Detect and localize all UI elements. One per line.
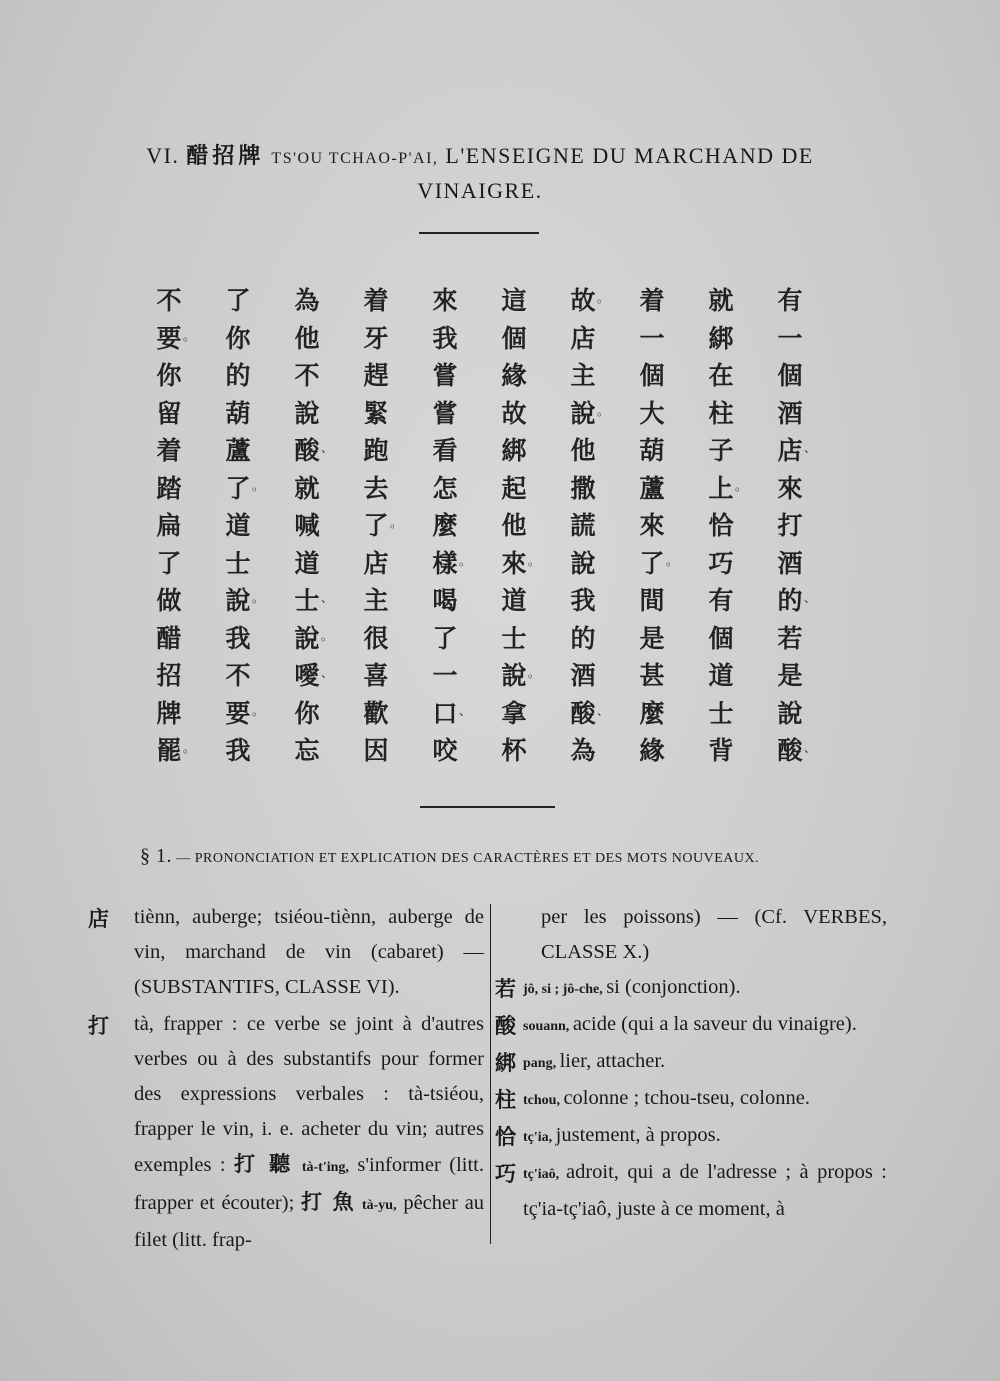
chinese-character: 着 [156, 436, 182, 465]
chinese-character: 為 [570, 736, 596, 765]
chinese-character: 招 [156, 661, 182, 690]
vocab-entry [495, 1044, 887, 1081]
chinese-character: 看 [432, 436, 458, 465]
chinese-character: 個 [501, 323, 527, 353]
chinese-character: 說 [777, 698, 803, 728]
example-definition: pêcher au filet (litt. frap- [134, 1192, 485, 1251]
chinese-character: 杯 [501, 736, 527, 765]
text-column [425, 282, 471, 770]
vocab-character: 酸 [495, 1014, 516, 1038]
punctuation-mark: 、 [320, 591, 333, 605]
chinese-character: 酸 、 [287, 432, 327, 470]
chinese-character: 士 [225, 548, 251, 578]
vocab-romanization: tç'iaô, [523, 1167, 566, 1182]
vocabulary-left-column [88, 900, 484, 1258]
vocab-character: 恰 [495, 1125, 516, 1149]
chinese-character: 喊 [294, 511, 320, 540]
chinese-character: 說 [294, 398, 320, 428]
vocab-character: 綁 [495, 1051, 516, 1075]
chinese-character: 的 、 [770, 582, 810, 620]
chinese-character: 葫 [639, 436, 665, 465]
chinese-character: 要 。 [218, 695, 258, 733]
chinese-character: 踏 [156, 473, 182, 503]
chinese-character: 間 [639, 586, 665, 615]
punctuation-mark: 。 [458, 553, 471, 568]
chinese-character: 怎 [432, 473, 458, 503]
vocab-definition: justement, à propos. [555, 1124, 721, 1146]
chinese-character: 拿 [501, 698, 527, 728]
chinese-character: 着 [363, 286, 389, 315]
punctuation-mark: 、 [458, 703, 471, 718]
punctuation-mark: 。 [389, 516, 402, 530]
vocab-character: 若 [495, 977, 516, 1001]
chinese-character: 起 [501, 473, 527, 503]
chinese-character: 恰 [708, 511, 734, 540]
punctuation-mark: 。 [596, 403, 609, 418]
chinese-character: 你 [294, 698, 320, 728]
chinese-character: 蘆 [225, 436, 251, 465]
lesson-title-line1: L'ENSEIGNE DU MARCHAND DE [445, 143, 814, 168]
chinese-character: 說 。 [563, 395, 603, 433]
vocab-entry [495, 1155, 887, 1227]
chinese-character: 你 [156, 361, 182, 390]
punctuation-mark: 。 [251, 591, 264, 605]
punctuation-mark: 。 [665, 553, 678, 568]
vocab-romanization: jô, si ; jô-che, [523, 982, 607, 997]
chinese-character: 巧 [708, 548, 734, 578]
chinese-character: 道 [225, 511, 251, 540]
chinese-character: 說 [570, 548, 596, 578]
text-divider [420, 806, 555, 808]
vocab-definition: tà, frapper : ce verbe se joint à d'autres verbes ou à des substantifs pour former des expressions verbales : tà-tsiéou, frapper le vin, i. e. acheter du vin; autres exemples : [134, 1013, 484, 1176]
text-column [563, 282, 609, 770]
chinese-character: 道 [294, 548, 320, 578]
chinese-character: 一 [777, 323, 803, 353]
chinese-character: 撒 [570, 473, 596, 503]
text-column [770, 282, 816, 770]
punctuation-mark: 。 [527, 553, 540, 568]
vocab-character: 店 [88, 907, 109, 931]
vocab-definition: si (conjonction). [606, 976, 741, 998]
chinese-character: 酸 、 [563, 695, 603, 733]
example-definition: s'informer (litt. frapper et écouter); [134, 1154, 484, 1214]
chinese-character: 為 [294, 286, 320, 315]
chinese-character: 店 、 [770, 432, 810, 470]
vocab-definition: acide (qui a la saveur du vinaigre). [572, 1013, 857, 1035]
chinese-character: 士 [708, 698, 734, 728]
chinese-character: 來 [432, 286, 458, 315]
punctuation-mark: 。 [182, 741, 195, 755]
chinese-character: 喝 [432, 586, 458, 615]
punctuation-mark: 、 [596, 703, 609, 718]
chinese-character: 麼 [432, 511, 458, 540]
chinese-vertical-text [150, 282, 816, 782]
chinese-character: 要 。 [149, 320, 189, 358]
vocab-entry [495, 1118, 887, 1155]
chinese-character: 子 [708, 436, 734, 465]
vocab-entry [88, 1007, 484, 1258]
text-column [149, 282, 195, 770]
chinese-character: 個 [639, 361, 665, 390]
chinese-character: 我 [225, 736, 251, 765]
chinese-character: 主 [363, 586, 389, 615]
lesson-title-line2: VINAIGRE. [417, 178, 543, 203]
chinese-character: 說 。 [287, 620, 327, 658]
lesson-title-chinese: 醋招牌 [186, 144, 265, 169]
chinese-character: 來 [639, 511, 665, 540]
chinese-character: 綁 [501, 436, 527, 465]
punctuation-mark: 、 [803, 441, 816, 455]
punctuation-mark: 、 [320, 441, 333, 455]
chinese-character: 樣 。 [425, 545, 465, 583]
chinese-character: 緣 [639, 736, 665, 765]
example-romanization: tà-t'ing, [301, 1160, 349, 1175]
punctuation-mark: 。 [251, 478, 264, 493]
section-number: § 1. [140, 845, 172, 867]
punctuation-mark: 、 [320, 666, 333, 680]
text-column [701, 282, 747, 770]
chinese-character: 是 [639, 623, 665, 653]
chinese-character: 了 [156, 548, 182, 578]
chinese-character: 他 [294, 323, 320, 353]
vocab-definition: lier, attacher. [559, 1050, 666, 1072]
chinese-character: 罷 。 [149, 732, 189, 770]
chinese-character: 柱 [708, 398, 734, 428]
chinese-character: 歡 [363, 698, 389, 728]
punctuation-mark: 、 [803, 741, 816, 755]
chinese-character: 上 。 [701, 470, 741, 508]
vocab-definition: colonne ; tchou-tseu, colonne. [563, 1087, 810, 1109]
chinese-character: 忘 [294, 736, 320, 765]
chinese-character: 有 [777, 286, 803, 315]
chinese-character: 留 [156, 398, 182, 428]
chinese-character: 扁 [156, 511, 182, 540]
vocab-romanization: tchou, [523, 1093, 564, 1108]
vocab-character: 柱 [495, 1088, 516, 1112]
chinese-character: 就 [708, 286, 734, 315]
chinese-character: 故 。 [563, 282, 603, 320]
section-heading [140, 845, 860, 868]
chinese-character: 道 [708, 661, 734, 690]
chinese-character: 牌 [156, 698, 182, 728]
chinese-character: 很 [363, 623, 389, 653]
lesson-title [80, 140, 880, 207]
chinese-character: 打 [777, 511, 803, 540]
chinese-character: 喜 [363, 661, 389, 690]
example-romanization: tà-yu, [361, 1198, 397, 1213]
chinese-character: 牙 [363, 323, 389, 353]
chinese-character: 我 [225, 623, 251, 653]
chinese-character: 大 [639, 398, 665, 428]
chinese-character: 主 [570, 361, 596, 390]
chinese-character: 個 [708, 623, 734, 653]
chinese-character: 麼 [639, 698, 665, 728]
vocabulary-right-column [495, 900, 887, 1227]
chinese-character: 在 [708, 361, 734, 390]
punctuation-mark: 、 [803, 591, 816, 605]
chinese-character: 了 [432, 623, 458, 653]
chinese-character: 緣 [501, 361, 527, 390]
chinese-character: 有 [708, 586, 734, 615]
chinese-character: 酒 [570, 661, 596, 690]
chinese-character: 嘗 [432, 398, 458, 428]
chinese-character: 說 。 [218, 582, 258, 620]
vocab-continuation: per les poissons) — (Cf. VERBES, CLASSE X.) [541, 906, 887, 963]
chinese-character: 這 [501, 286, 527, 315]
chinese-character: 來 。 [494, 545, 534, 583]
vocab-romanization: souann, [523, 1019, 573, 1034]
section-title: — PRONONCIATION ET EXPLICATION DES CARACTÈRES ET DES MOTS NOUVEAUX. [176, 851, 760, 866]
chinese-character: 着 [639, 286, 665, 315]
chinese-character: 蘆 [639, 473, 665, 503]
chinese-character: 是 [777, 661, 803, 690]
chinese-character: 趕 [363, 361, 389, 390]
chinese-character: 了 [225, 286, 251, 315]
text-column [632, 282, 678, 770]
chinese-character: 綁 [708, 323, 734, 353]
chinese-character: 說 。 [494, 657, 534, 695]
chinese-character: 不 [225, 661, 251, 690]
chinese-character: 口 、 [425, 695, 465, 733]
vocab-character: 打 [88, 1014, 109, 1038]
chinese-character: 若 [777, 623, 803, 653]
vocab-definition: tiènn, auberge; tsiéou-tiènn, auberge de vin, marchand de vin (cabaret) — (SUBSTANTIFS, CLASSE VI). [134, 906, 484, 998]
chinese-character: 士 、 [287, 582, 327, 620]
chinese-character: 了 。 [218, 470, 258, 508]
chinese-character: 店 [570, 323, 596, 353]
text-column [356, 282, 402, 770]
vocab-entry [495, 970, 887, 1007]
vocab-romanization: pang, [523, 1056, 560, 1071]
punctuation-mark: 。 [251, 703, 264, 718]
chinese-character: 一 [639, 323, 665, 353]
chinese-character: 不 [156, 286, 182, 315]
text-column [494, 282, 540, 770]
chinese-character: 去 [363, 473, 389, 503]
punctuation-mark: 。 [596, 291, 609, 305]
vocab-romanization: tç'ia, [523, 1130, 556, 1145]
punctuation-mark: 。 [527, 666, 540, 680]
text-column [287, 282, 333, 770]
chinese-character: 甚 [639, 661, 665, 690]
example-characters: 打 聽 [234, 1152, 294, 1176]
title-divider [419, 232, 539, 234]
lesson-title-romanization: TS'OU TCHAO-P'AI, [271, 150, 439, 167]
vocab-definition: adroit, qui a de l'adresse ; à propos : tç'ia-tç'iaô, juste à ce moment, à [523, 1161, 887, 1220]
punctuation-mark: 。 [320, 628, 333, 643]
chinese-character: 你 [225, 323, 251, 353]
column-divider [490, 904, 491, 1244]
chinese-character: 因 [363, 736, 389, 765]
chinese-character: 我 [432, 323, 458, 353]
chinese-character: 故 [501, 398, 527, 428]
vocab-entry [88, 900, 484, 1005]
chinese-character: 緊 [363, 398, 389, 428]
chinese-character: 的 [225, 361, 251, 390]
text-column [218, 282, 264, 770]
chinese-character: 他 [501, 511, 527, 540]
chinese-character: 酒 [777, 548, 803, 578]
chinese-character: 的 [570, 623, 596, 653]
chinese-character: 我 [570, 586, 596, 615]
chinese-character: 噯 、 [287, 657, 327, 695]
chinese-character: 謊 [570, 511, 596, 540]
chinese-character: 咬 [432, 736, 458, 765]
chinese-character: 個 [777, 361, 803, 390]
chinese-character: 道 [501, 586, 527, 615]
chinese-character: 來 [777, 473, 803, 503]
chinese-character: 他 [570, 436, 596, 465]
lesson-number: VI. [146, 143, 180, 168]
chinese-character: 一 [432, 661, 458, 690]
chinese-character: 跑 [363, 436, 389, 465]
chinese-character: 嘗 [432, 361, 458, 390]
chinese-character: 醋 [156, 623, 182, 653]
chinese-character: 士 [501, 623, 527, 653]
chinese-character: 就 [294, 473, 320, 503]
vocab-entry [495, 1081, 887, 1118]
punctuation-mark: 。 [734, 478, 747, 493]
chinese-character: 酸 、 [770, 732, 810, 770]
chinese-character: 酒 [777, 398, 803, 428]
vocab-character: 巧 [495, 1162, 516, 1186]
chinese-character: 背 [708, 736, 734, 765]
chinese-character: 店 [363, 548, 389, 578]
chinese-character: 了 。 [632, 545, 672, 583]
chinese-character: 做 [156, 586, 182, 615]
chinese-character: 了 。 [356, 507, 396, 545]
chinese-character: 不 [294, 361, 320, 390]
punctuation-mark: 。 [182, 328, 195, 343]
example-characters: 打 魚 [301, 1190, 356, 1214]
chinese-character: 葫 [225, 398, 251, 428]
vocab-entry [495, 1007, 887, 1044]
